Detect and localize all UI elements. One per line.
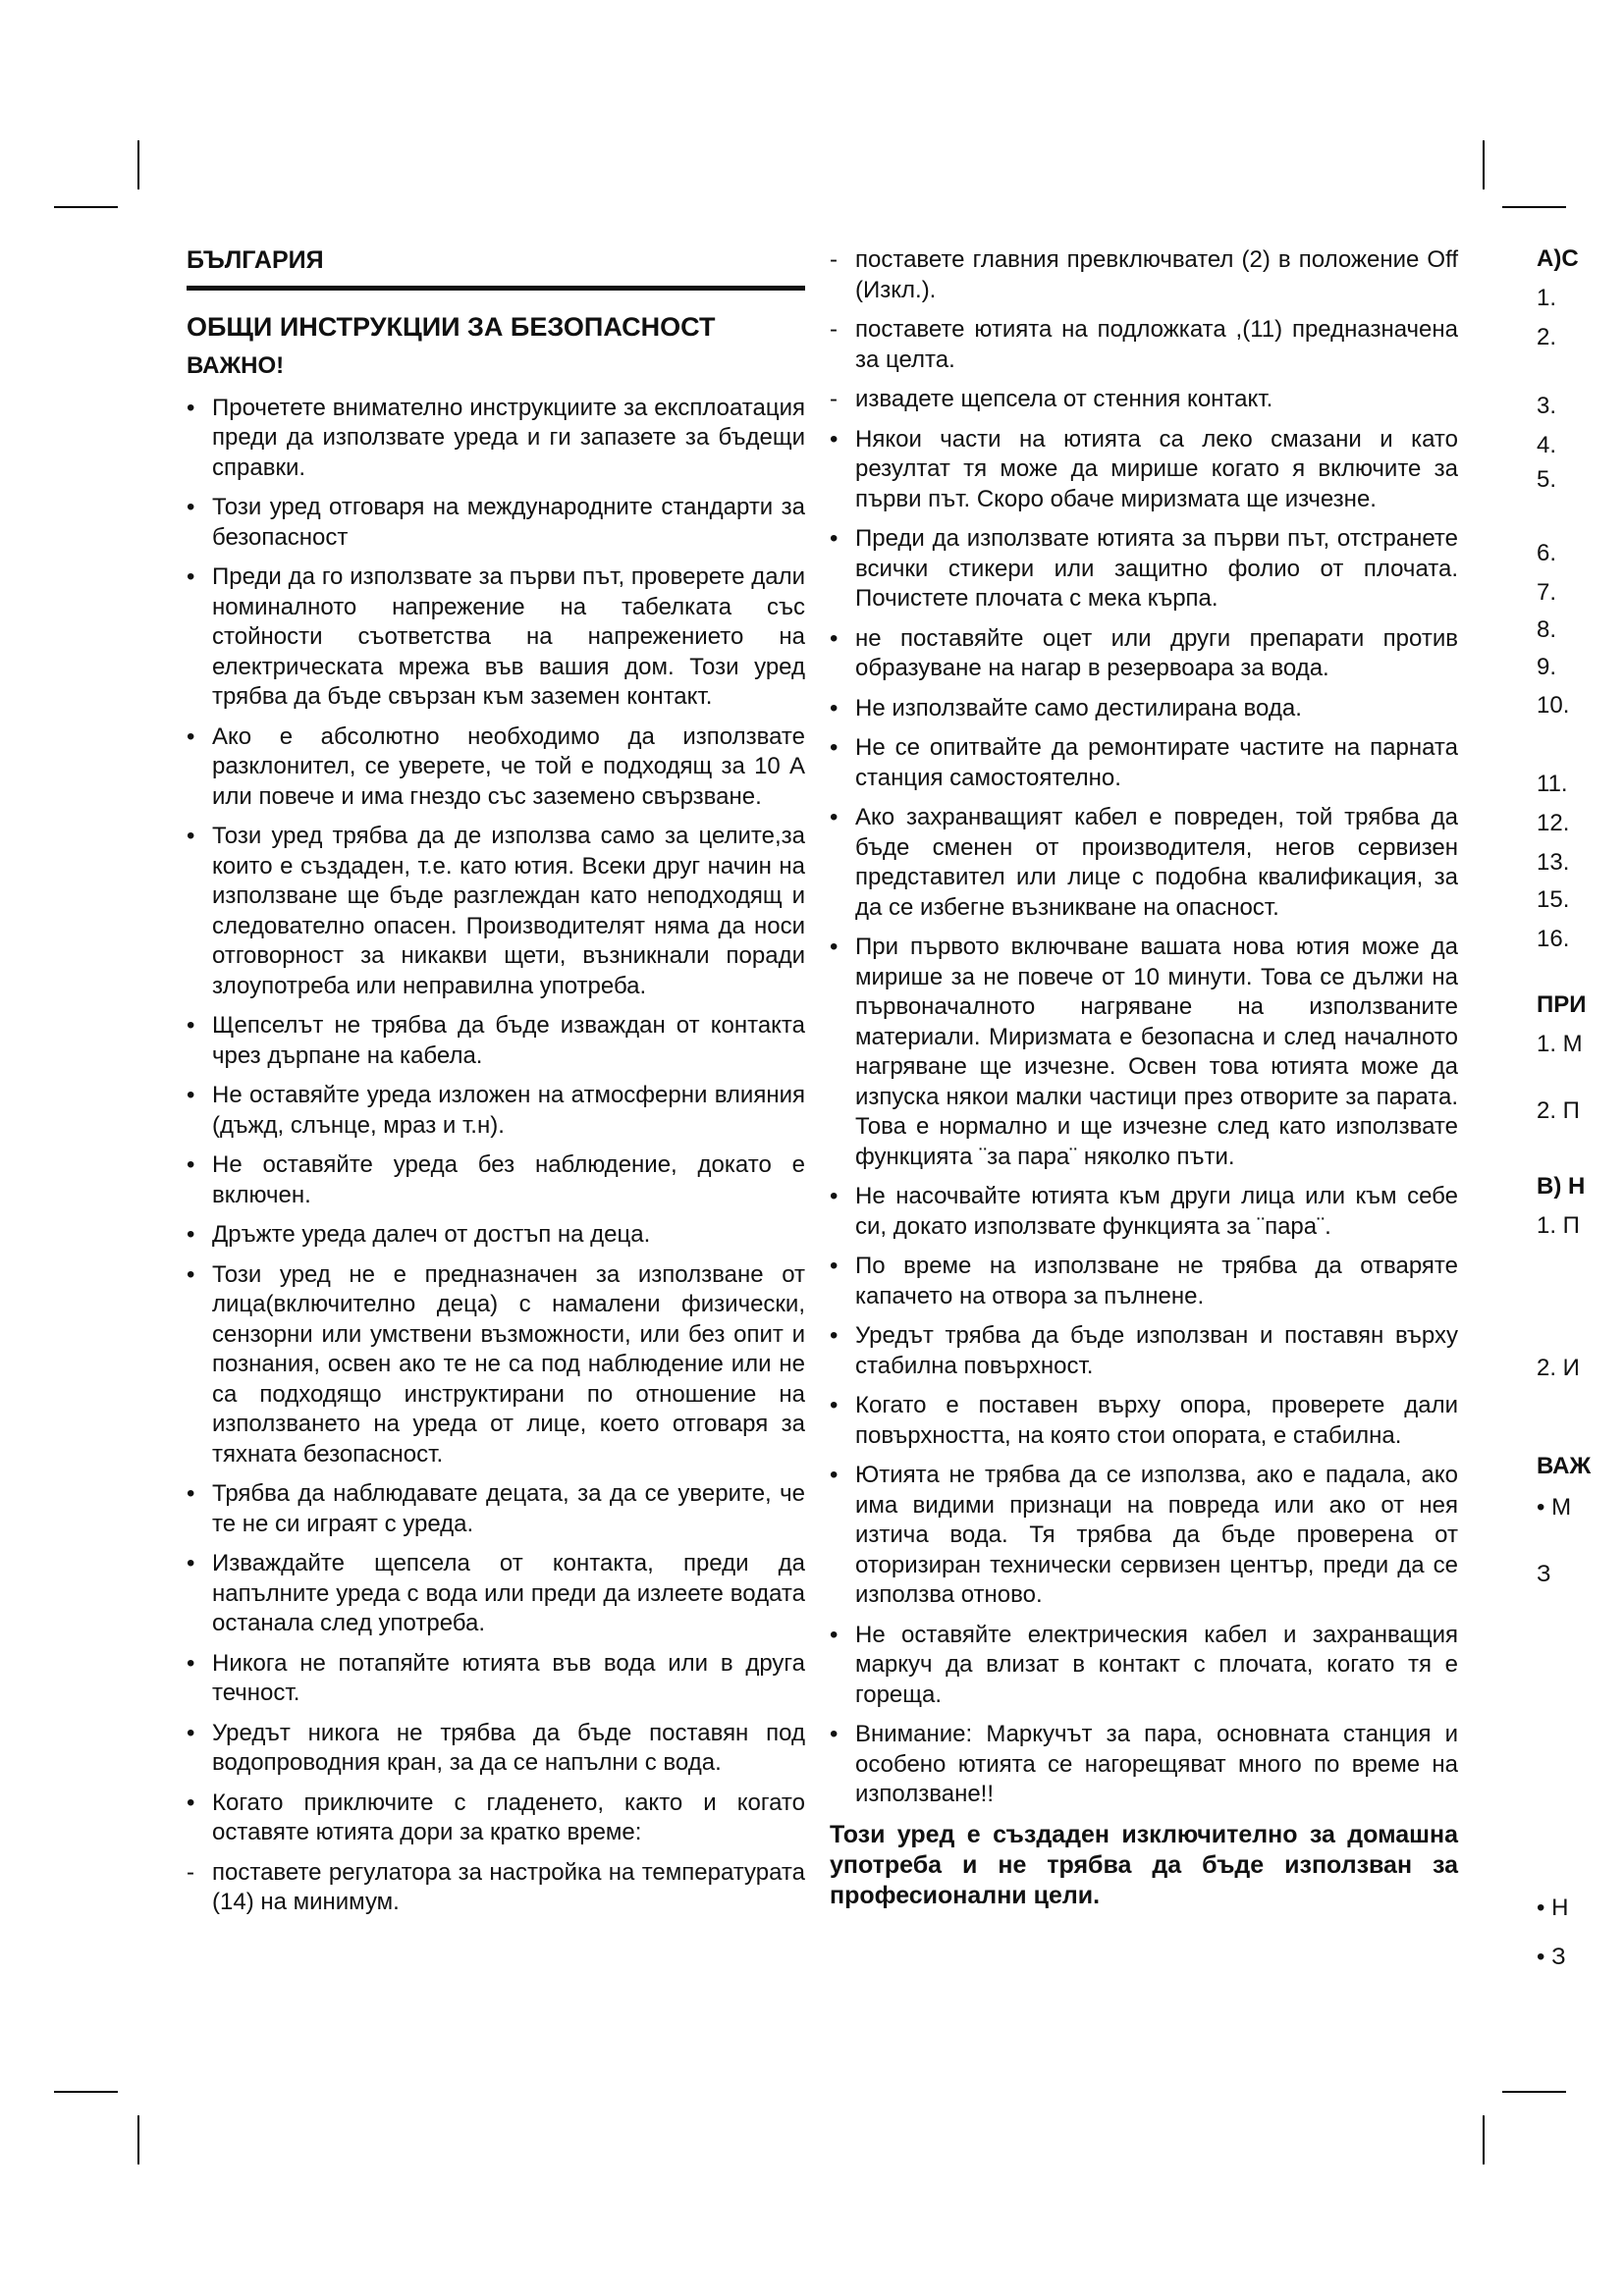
- list-item: [830, 1461, 1458, 1611]
- list-item-text: Ако е абсолютно необходимо да използвате разклонител, се уверете, че той е подходящ за 10 A или повече и има гнездо със заземено свързване.: [212, 722, 805, 810]
- list-item: [187, 1858, 805, 1918]
- list-item: [187, 1479, 805, 1539]
- list-item: [187, 1649, 805, 1709]
- cropped-text-fragment: 4.: [1537, 432, 1557, 458]
- list-item-text: Не насочвайте ютията към други лица или към себе си, докато използвате функцията за ¨пара¨.: [855, 1183, 1458, 1240]
- dash-marker: -: [187, 1858, 194, 1886]
- list-item-text: Този уред не е предназначен за използване от лица(включително деца) с намалени физически, сензорни или умствени възможности, или без опит и познания, освен ако те не са под наблюдение или не са подходящо инструктирани по отношение на използването на уреда от лице, което отговаря за тяхната безопасност.: [212, 1260, 805, 1468]
- cropped-text-fragment: 3.: [1537, 393, 1557, 419]
- cropped-text-fragment: З: [1537, 1561, 1551, 1587]
- crop-mark: [1502, 206, 1566, 208]
- list-item: [187, 1549, 805, 1639]
- cropped-text-fragment: 1. П: [1537, 1212, 1580, 1239]
- list-item: [187, 1789, 805, 1848]
- list-item: [830, 1182, 1458, 1242]
- cropped-text-fragment: 1. М: [1537, 1031, 1583, 1057]
- list-item: [830, 1321, 1458, 1381]
- list-item-text: поставете ютията на подложката ,(11) предназначена за целта.: [855, 316, 1458, 373]
- list-item: [830, 315, 1458, 375]
- list-item-text: не поставяйте оцет или други препарати против образуване на нагар в резервоара за вода.: [855, 624, 1458, 681]
- bullet-icon: •: [187, 1649, 195, 1677]
- cropped-text-fragment: 8.: [1537, 616, 1557, 643]
- cropped-text-fragment: • Н: [1537, 1895, 1569, 1921]
- domestic-use-notice: Този уред е създаден изключително за домашна употреба и не трябва да бъде използван за професионални цели.: [830, 1820, 1458, 1909]
- cropped-text-fragment: ПРИ: [1537, 991, 1587, 1018]
- list-item: [187, 1011, 805, 1071]
- bullet-icon: •: [187, 1789, 195, 1816]
- list-item-text: Внимание: Маркучът за пара, основната станция и особено ютията се нагорещяват много по време на използване!!: [855, 1721, 1458, 1807]
- cropped-text-fragment: 5.: [1537, 466, 1557, 493]
- cropped-text-fragment: 16.: [1537, 926, 1570, 952]
- bullet-icon: •: [830, 525, 839, 552]
- crop-mark: [54, 206, 118, 208]
- list-item: [187, 1081, 805, 1141]
- list-item: [830, 933, 1458, 1172]
- bullet-icon: •: [830, 1721, 839, 1747]
- cropped-text-fragment: В) Н: [1537, 1173, 1586, 1200]
- list-item-text: извадете щепсела от стенния контакт.: [855, 386, 1273, 412]
- bullet-icon: •: [187, 722, 195, 750]
- cropped-text-fragment: 7.: [1537, 579, 1557, 606]
- safety-list-middle: [830, 245, 1458, 1810]
- cropped-text-fragment: 12.: [1537, 810, 1570, 836]
- dash-marker: -: [830, 316, 838, 343]
- list-item-text: поставете регулатора за настройка на температурата (14) на минимум.: [212, 1858, 805, 1915]
- crop-mark: [1483, 140, 1485, 189]
- cropped-text-fragment: 13.: [1537, 849, 1570, 876]
- bullet-icon: •: [830, 694, 839, 721]
- page-title: ОБЩИ ИНСТРУКЦИИ ЗА БЕЗОПАСНОСТ: [187, 311, 716, 342]
- cropped-text-fragment: 10.: [1537, 692, 1570, 719]
- list-item: [830, 694, 1458, 724]
- bullet-icon: •: [830, 1392, 839, 1418]
- cropped-text-fragment: А)С: [1537, 245, 1579, 272]
- bullet-icon: •: [187, 1480, 195, 1507]
- bullet-icon: •: [187, 1151, 195, 1178]
- list-item-text: Изваждайте щепсела от контакта, преди да напълните уреда с вода или преди да излеете водата останала след употреба.: [212, 1550, 805, 1636]
- list-item-text: Щепселът не трябва да бъде изваждан от контакта чрез дърпане на кабела.: [212, 1012, 805, 1069]
- list-item-text: Уредът трябва да бъде използван и поставян върху стабилна повърхност.: [855, 1322, 1458, 1379]
- column-right-cropped: [1537, 245, 1624, 2032]
- list-item-text: Когато приключите с гладенето, както и когато оставяте ютията дори за кратко време:: [212, 1789, 805, 1845]
- list-item: [830, 524, 1458, 614]
- list-item: [830, 245, 1458, 305]
- bullet-icon: •: [187, 563, 195, 590]
- bullet-icon: •: [187, 394, 195, 421]
- bullet-icon: •: [830, 934, 839, 960]
- crop-mark: [137, 2115, 139, 2164]
- list-item: [830, 624, 1458, 684]
- list-item: [830, 733, 1458, 793]
- list-item: [830, 1252, 1458, 1311]
- cropped-text-fragment: 9.: [1537, 654, 1557, 680]
- list-item-text: Не се опитвайте да ремонтирате частите на парната станция самостоятелно.: [855, 734, 1458, 791]
- cropped-text-fragment: 11.: [1537, 771, 1568, 797]
- bullet-icon: •: [830, 1621, 839, 1648]
- cropped-text-fragment: • З: [1537, 1944, 1566, 1970]
- bullet-icon: •: [830, 1253, 839, 1279]
- list-item-text: Дръжте уреда далеч от достъп на деца.: [212, 1221, 651, 1248]
- cropped-text-fragment: 2. П: [1537, 1097, 1580, 1124]
- bullet-icon: •: [830, 1462, 839, 1488]
- list-item: [187, 1719, 805, 1779]
- safety-list-left: [187, 394, 805, 1918]
- list-item-text: Ютията не трябва да се използва, ако е падала, ако има видими признаци на повреда или ако от нея изтича вода. Тя трябва да бъде проверена от оторизиран технически сервизен център, преди да се използва отново.: [855, 1462, 1458, 1608]
- crop-mark: [1483, 2115, 1485, 2164]
- cropped-text-fragment: 2. И: [1537, 1355, 1580, 1381]
- list-item-text: поставете главния превключвател (2) в положение Off (Изкл.).: [855, 246, 1458, 303]
- list-item-text: Уредът никога не трябва да бъде поставян под водопроводния кран, за да се напълни с вода.: [212, 1719, 805, 1776]
- bullet-icon: •: [187, 1550, 195, 1576]
- dash-marker: -: [830, 386, 838, 412]
- list-item: [187, 1260, 805, 1470]
- bullet-icon: •: [187, 1012, 195, 1039]
- cropped-text-fragment: • М: [1537, 1494, 1572, 1521]
- bullet-icon: •: [830, 734, 839, 761]
- list-item-text: Ако захранващият кабел е повреден, той трябва да бъде сменен от производителя, негов сервизен представител или лице с подобна квалификация, за да се избегне възникване на опасност.: [855, 804, 1458, 921]
- crop-mark: [1502, 2091, 1566, 2093]
- bullet-icon: •: [187, 1221, 195, 1248]
- list-item: [187, 1150, 805, 1210]
- bullet-icon: •: [187, 1719, 195, 1746]
- column-left: [187, 245, 805, 1928]
- list-item-text: При първото включване вашата нова ютия може да мирише за не повече от 10 минути. Това се дължи на първоначалното нагряване на използваните материали. Миризмата е безопасна и след началното нагряване ще изчезне. Освен това ютията може да изпуска някои малки частици през отворите за парата. Това е нормално и ще изчезне след като използвате функцията ¨за пара¨ няколко пъти.: [855, 934, 1458, 1170]
- cropped-text-fragment: 2.: [1537, 324, 1557, 350]
- list-item-text: Този уред отговаря на международните стандарти за безопасност: [212, 494, 805, 551]
- list-item: [187, 722, 805, 813]
- list-item: [830, 385, 1458, 415]
- cropped-text-fragment: ВАЖ: [1537, 1453, 1592, 1479]
- bullet-icon: •: [830, 804, 839, 830]
- list-item: [187, 394, 805, 484]
- list-item-text: Не оставяйте уреда без наблюдение, докато е включен.: [212, 1151, 805, 1208]
- list-item-text: Някои части на ютията са леко смазани и като резултат тя може да мирише когато я включите за първи път. Скоро обаче миризмата ще изчезне.: [855, 425, 1458, 512]
- list-item: [187, 1220, 805, 1251]
- list-item-text: По време на използване не трябва да отваряте капачето на отвора за пълнене.: [855, 1253, 1458, 1309]
- country-heading: БЪЛГАРИЯ: [187, 245, 805, 291]
- bullet-icon: •: [830, 1183, 839, 1209]
- bullet-icon: •: [830, 425, 839, 453]
- list-item: [830, 425, 1458, 515]
- column-middle: [830, 245, 1458, 1911]
- list-item-text: Този уред трябва да де използва само за целите,за които е създаден, т.е. като ютия. Всеки друг начин на използване ще бъде разглеждан като неподходящ и следователно опасен. Производителят няма да носи отговорност за никакви щети, възникнали поради злоупотреба или неправилна употреба.: [212, 823, 805, 999]
- list-item: [830, 803, 1458, 923]
- list-item: [187, 493, 805, 553]
- dash-marker: -: [830, 246, 838, 273]
- list-item-text: Преди да го използвате за първи път, проверете дали номиналното напрежение на табелката със стойности съответства на напрежението на електрическата мрежа във вашия дом. Този уред трябва да бъде свързан към заземен контакт.: [212, 563, 805, 710]
- important-heading: ВАЖНО!: [187, 352, 285, 379]
- list-item-text: Когато е поставен върху опора, проверете дали повърхността, на която стои опората, е стабилна.: [855, 1392, 1458, 1449]
- crop-mark: [137, 140, 139, 189]
- list-item-text: Прочетете внимателно инструкциите за експлоатация преди да използвате уреда и ги запазете за бъдещи справки.: [212, 394, 805, 481]
- list-item: [830, 1391, 1458, 1451]
- bullet-icon: •: [187, 1260, 195, 1288]
- list-item: [830, 1621, 1458, 1711]
- crop-mark: [54, 2091, 118, 2093]
- list-item-text: Никога не потапяйте ютията във вода или в друга течност.: [212, 1649, 805, 1706]
- list-item-text: Не използвайте само дестилирана вода.: [855, 694, 1302, 721]
- bullet-icon: •: [830, 624, 839, 652]
- list-item-text: Преди да използвате ютията за първи път, отстранете всички стикери или защитно фолио от плочата. Почистете плочата с мека кърпа.: [855, 525, 1458, 612]
- bullet-icon: •: [187, 823, 195, 849]
- bullet-icon: •: [187, 1082, 195, 1108]
- cropped-text-fragment: 15.: [1537, 886, 1570, 913]
- list-item: [187, 562, 805, 713]
- list-item-text: Не оставяйте уреда изложен на атмосферни влияния (дъжд, слънце, мраз и т.н).: [212, 1082, 805, 1139]
- list-item-text: Трябва да наблюдавате децата, за да се уверите, че те не си играят с уреда.: [212, 1480, 805, 1537]
- bullet-icon: •: [830, 1322, 839, 1349]
- cropped-text-fragment: 1.: [1537, 285, 1557, 311]
- list-item: [187, 822, 805, 1001]
- list-item: [830, 1720, 1458, 1810]
- list-item-text: Не оставяйте електрическия кабел и захранващия маркуч да влизат в контакт с плочата, когато тя е гореща.: [855, 1621, 1458, 1708]
- cropped-text-fragment: 6.: [1537, 540, 1557, 566]
- bullet-icon: •: [187, 494, 195, 520]
